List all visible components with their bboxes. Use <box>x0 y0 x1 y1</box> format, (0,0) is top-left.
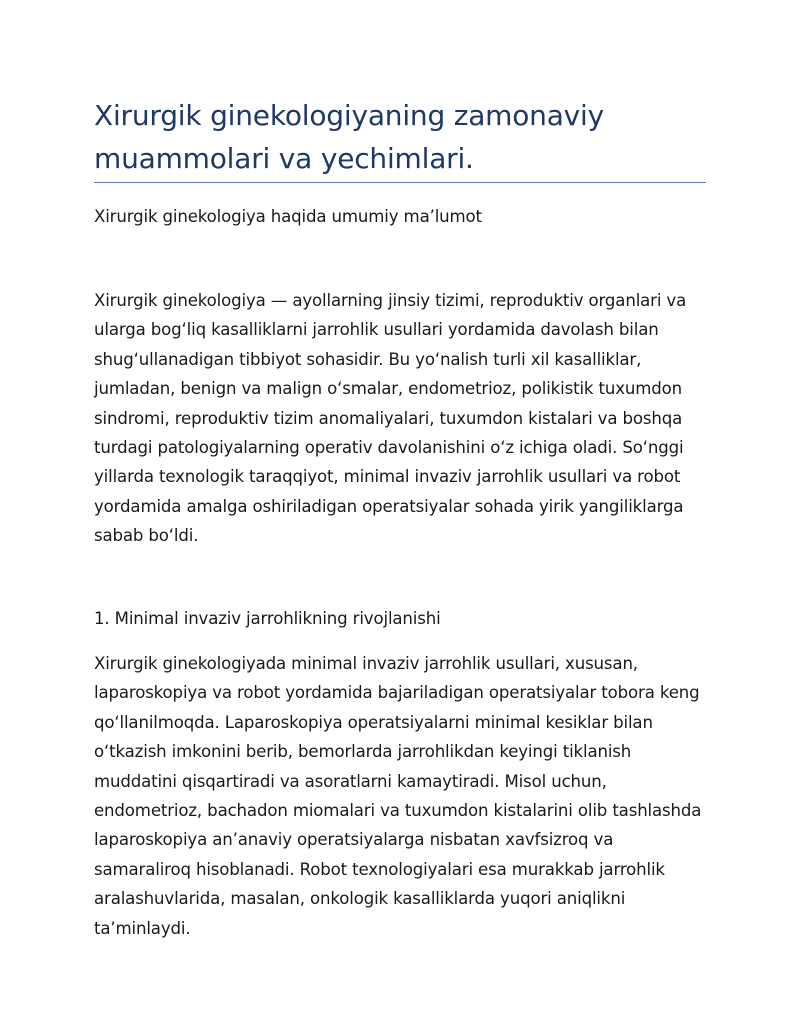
intro-paragraph: Xirurgik ginekologiya — ayollarning jinsiy tizimi, reproduktiv organlari va ularga bog‘liq kasalliklarni jarrohlik usullari yordamida davolash bilan shug‘ullanadigan tibbiyot sohasidir. Bu yo‘nalish turli xil kasalliklar, jumladan, benign va malign o‘smalar, endometrioz, polikistik tuxumdon sindromi, reproduktiv tizim anomaliyalari, tuxumdon kistalari va boshqa turdagi patologiyalarning operativ davolanishini o‘z ichiga oladi. So‘nggi yillarda texnologik taraqqiyot, minimal invaziv jarrohlik usullari va robot yordamida amalga oshiriladigan operatsiyalar sohada yirik yangiliklarga sabab bo‘ldi. <box>94 291 687 546</box>
title-underline-divider <box>94 182 706 183</box>
section-heading: 1. Minimal invaziv jarrohlikning rivojlanishi <box>94 609 441 628</box>
document-title: Xirurgik ginekologiyaning zamonaviy muammolari va yechimlari. <box>94 99 605 175</box>
section-paragraph: Xirurgik ginekologiyada minimal invaziv jarrohlik usullari, xususan, laparoskopiya va robot yordamida bajariladigan operatsiyalar tobora keng qo‘llanilmoqda. Laparoskopiya operatsiyalarni minimal kesiklar bilan o‘tkazish imkonini berib, bemorlarda jarrohlikdan keyingi tiklanish muddatini qisqartiradi va asoratlarni kamaytiradi. Misol uchun, endometrioz, bachadon miomalari va tuxumdon kistalarini olib tashlashda laparoskopiya an’anaviy operatsiyalarga nisbatan xavfsizroq va samaraliroq hisoblanadi. Robot texnologiyalari esa murakkab jarrohlik aralashuvlarida, masalan, onkologik kasalliklarda yuqori aniqlikni ta’minlaydi. <box>94 654 702 938</box>
document-subtitle: Xirurgik ginekologiya haqida umumiy ma’lumot <box>94 207 482 226</box>
